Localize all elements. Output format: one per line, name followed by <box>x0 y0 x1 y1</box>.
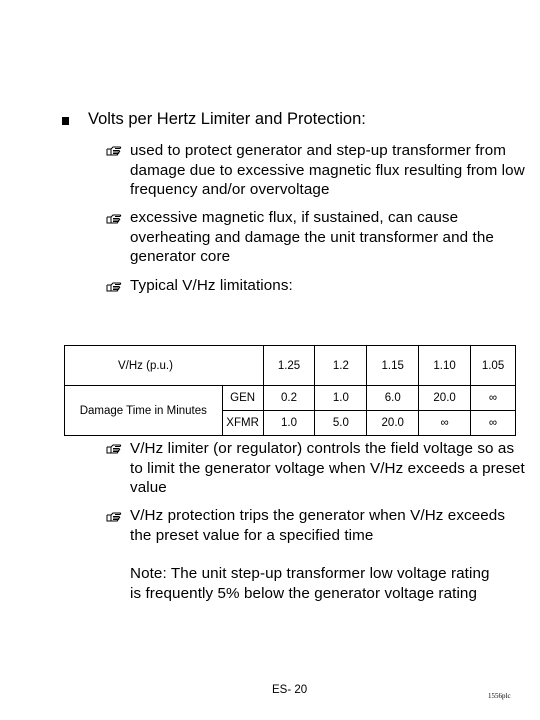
section-heading: Volts per Hertz Limiter and Protection: <box>88 110 366 128</box>
column-header: 1.10 <box>419 346 471 386</box>
table-cell: ∞ <box>471 411 516 436</box>
table-cell: 20.0 <box>419 386 471 411</box>
row-label: XFMR <box>222 411 263 436</box>
pointing-hand-icon <box>106 511 122 523</box>
table-cell: 20.0 <box>367 411 419 436</box>
table-row <box>65 386 516 411</box>
column-header: 1.2 <box>315 346 367 386</box>
table-cell: 5.0 <box>315 411 367 436</box>
square-bullet-icon <box>62 117 69 125</box>
vhz-limitations-table <box>64 345 516 436</box>
bullet-text: V/Hz limiter (or regulator) controls the field voltage so as to limit the generator voltage when V/Hz exceeds a preset value <box>130 440 525 496</box>
table-cell: 6.0 <box>367 386 419 411</box>
bullet-text: used to protect generator and step-up transformer from damage due to excessive magnetic flux resulting from low frequency and/or overvoltage <box>130 142 525 198</box>
pointing-hand-icon <box>106 213 122 225</box>
bullet-text: Typical V/Hz limitations: <box>130 277 293 294</box>
document-stamp: 1556plc <box>488 692 511 700</box>
pointing-hand-icon <box>106 281 122 293</box>
damage-time-label: Damage Time in Minutes <box>65 386 223 436</box>
table-header-row <box>65 346 516 386</box>
column-header: 1.05 <box>471 346 516 386</box>
column-header: 1.25 <box>263 346 315 386</box>
table-cell: ∞ <box>471 386 516 411</box>
pointing-hand-icon <box>106 145 122 157</box>
row-label: GEN <box>222 386 263 411</box>
table-cell: 0.2 <box>263 386 315 411</box>
bullet-text: excessive magnetic flux, if sustained, can cause overheating and damage the unit transformer and the generator core <box>130 209 494 265</box>
bullet-text: V/Hz protection trips the generator when V/Hz exceeds the preset value for a specified time <box>130 507 506 544</box>
note-text: Note: The unit step-up transformer low voltage rating is frequently 5% below the generator voltage rating <box>130 565 490 602</box>
table-cell: 1.0 <box>315 386 367 411</box>
page-number: ES- 20 <box>272 684 308 696</box>
table-cell: 1.0 <box>263 411 315 436</box>
table-cell: ∞ <box>419 411 471 436</box>
pointing-hand-icon <box>106 443 122 455</box>
vhz-header-label: V/Hz (p.u.) <box>65 346 264 386</box>
column-header: 1.15 <box>367 346 419 386</box>
